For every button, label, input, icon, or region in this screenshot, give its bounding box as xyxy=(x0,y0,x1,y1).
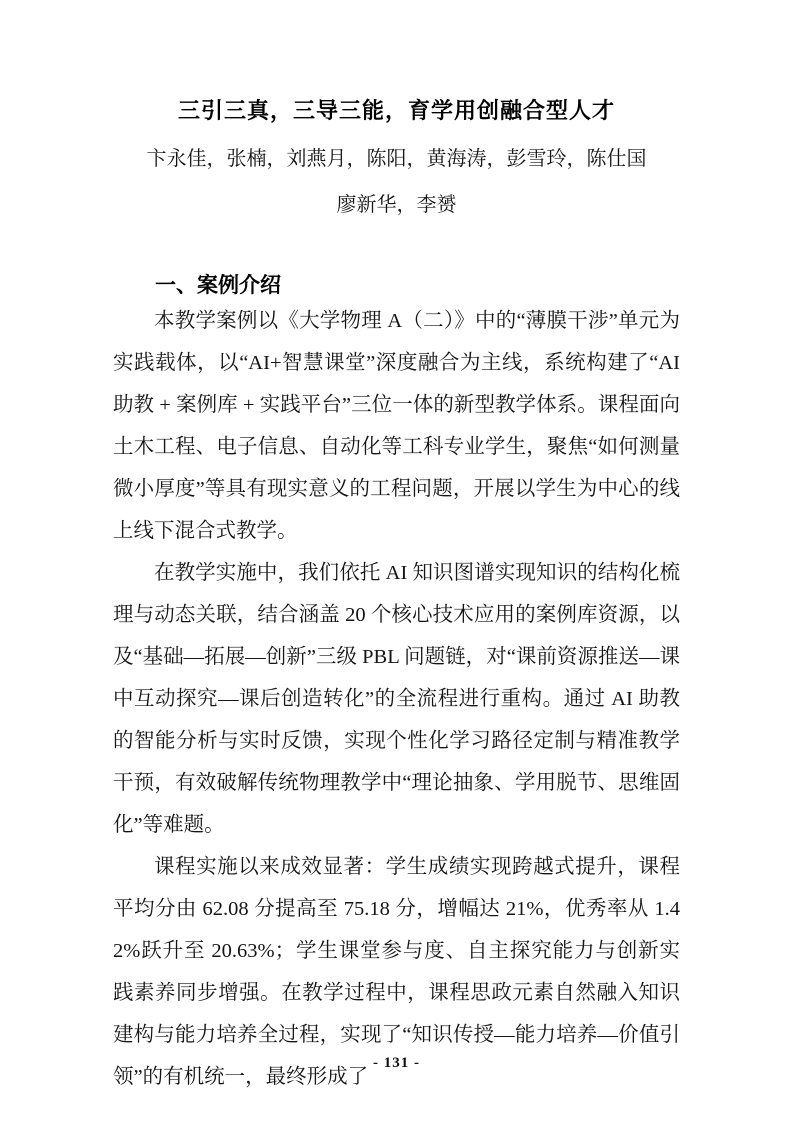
author-block xyxy=(113,136,680,228)
paragraph-3: 课程实施以来成效显著：学生成绩实现跨越式提升，课程平均分由 62.08 分提高至 75.18 分，增幅达 21%，优秀率从 1.42%跃升至 20.63%；学生课堂参与度、自主探究能力与创新实践素养同步增强。在教学过程中，课程思政元素自然融入知识建构与能力培养全过程，实现了“知识传授—能力培养—价值引领”的有机统一，最终形成了 xyxy=(113,856,680,1088)
paragraph-1: 本教学案例以《大学物理 A（二）》中的“薄膜干涉”单元为实践载体，以“AI+智慧课堂”深度融合为主线，系统构建了“AI 助教 + 案例库 + 实践平台”三位一体的新型教学体系。课程面向土木工程、电子信息、自动化等工科专业学生，聚焦“如何测量微小厚度”等具有现实意义的工程问题，开展以学生为中心的线上线下混合式教学。 xyxy=(113,310,680,542)
paragraph-2: 在教学实施中，我们依托 AI 知识图谱实现知识的结构化梳理与动态关联，结合涵盖 20 个核心技术应用的案例库资源，以及“基础—拓展—创新”三级 PBL 问题链，对“课前资源推送—课中互动探究—课后创造转化”的全流程进行重构。通过 AI 助教的智能分析与实时反馈，实现个性化学习路径定制与精准教学干预，有效破解传统物理教学中“理论抽象、学用脱节、思维固化”等难题。 xyxy=(113,562,680,836)
author-line-2: 廖新华，李赟 xyxy=(336,194,457,216)
section-heading-case-introduction: 一、案例介绍 xyxy=(155,273,281,297)
page-number: - 131 - xyxy=(373,1055,420,1071)
body-text xyxy=(113,300,680,1098)
document-title: 三引三真，三导三能，育学用创融合型人才 xyxy=(177,98,615,123)
author-line-1: 卞永佳，张楠，刘燕月，陈阳，黄海涛，彭雪玲，陈仕国 xyxy=(146,148,647,170)
